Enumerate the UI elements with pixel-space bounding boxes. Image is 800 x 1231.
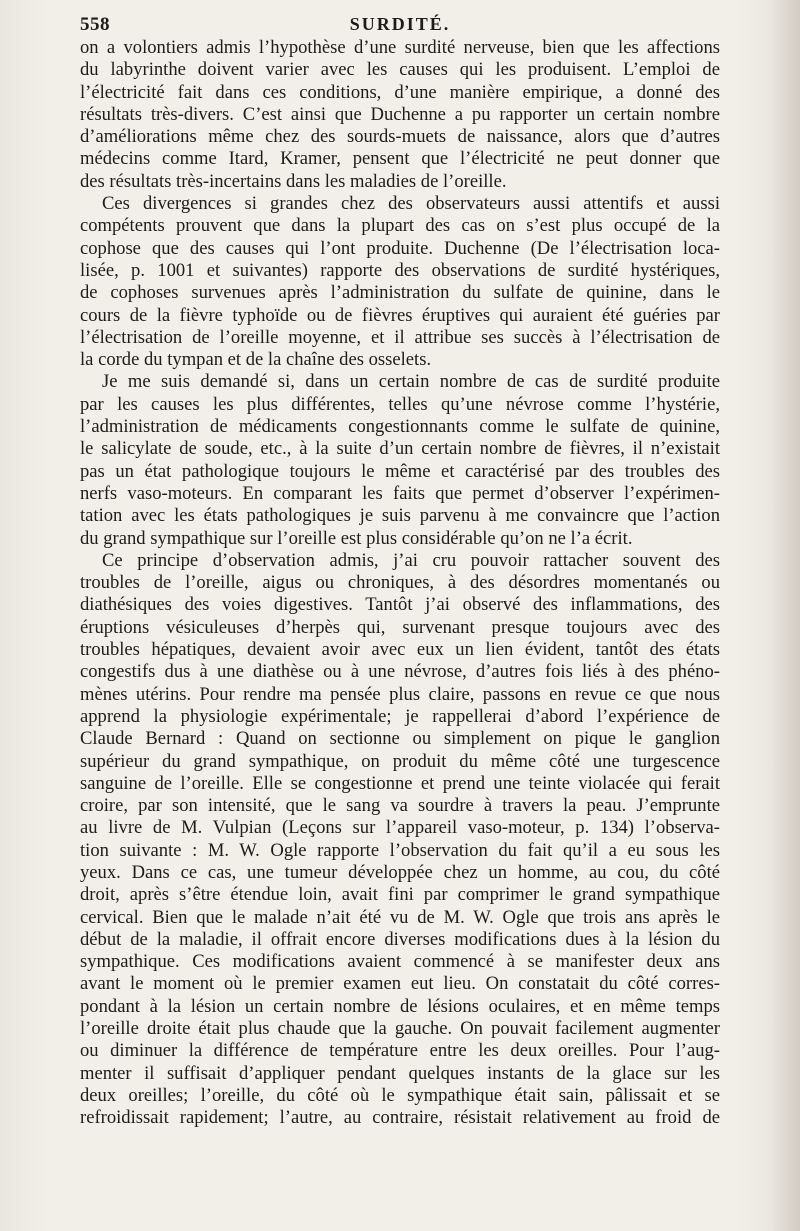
text-line: cophose que des causes qui l’ont produite. Duchenne (De l’électrisation loca- — [80, 237, 720, 259]
text-line: par les causes les plus différentes, telles qu’une névrose comme l’hystérie, — [80, 393, 720, 415]
text-line: d’améliorations même chez des sourds-muets de naissance, alors que d’autres — [80, 126, 720, 148]
text-line: compétents prouvent que dans la plupart des cas on s’est plus occupé de la — [80, 215, 720, 237]
text-line: deux oreilles; l’oreille, du côté où le sympathique était sain, pâlissait et se — [80, 1084, 720, 1106]
text-line: troubles de l’oreille, aigus ou chroniques, à des désordres momentanés ou — [80, 572, 720, 594]
text-line: Ces divergences si grandes chez des observateurs aussi attentifs et aussi — [102, 193, 720, 215]
text-line: pas un état pathologique toujours le même et caractérisé par des troubles des — [80, 460, 720, 482]
text-line: tion suivante : M. W. Ogle rapporte l’observation du fait qu’il a eu sous les — [80, 839, 720, 861]
text-line: cours de la fièvre typhoïde ou de fièvres éruptives qui auraient été guéries par — [80, 304, 720, 326]
text-line: diathésiques des voies digestives. Tantôt j’ai observé des inflammations, des — [80, 594, 720, 616]
text-line: sympathique. Ces modifications avaient commencé à se manifester deux ans — [80, 951, 720, 973]
text-line: résultats très-divers. C’est ainsi que Duchenne a pu rapporter un certain nombre — [80, 103, 720, 125]
text-line: tation avec les états pathologiques je suis parvenu à me convaincre que l’action — [80, 505, 720, 527]
text-line: lisée, p. 1001 et suivantes) rapporte des observations de surdité hystériques, — [80, 259, 720, 281]
text-line: Claude Bernard : Quand on sectionne ou simplement on pique le ganglion — [80, 728, 720, 750]
text-line: l’administration de médicaments congestionnants comme le sulfate de quinine, — [80, 416, 720, 438]
text-line: pondant à la lésion un certain nombre de lésions oculaires, et en même temps — [80, 995, 720, 1017]
text-line: au livre de M. Vulpian (Leçons sur l’appareil vaso-moteur, p. 134) l’observa- — [80, 817, 720, 839]
text-line: du grand sympathique sur l’oreille est plus considérable qu’on ne l’a écrit. — [80, 527, 633, 549]
text-line: de cophoses survenues après l’administration du sulfate de quinine, dans le — [80, 282, 720, 304]
text-line: des résultats très-incertains dans les maladies de l’oreille. — [80, 170, 507, 192]
text-line: refroidissait rapidement; l’autre, au contraire, résistait relativement au froid de — [80, 1107, 720, 1129]
page-number: 558 — [80, 14, 110, 35]
text-line: supérieur du grand sympathique, on produit du même côté une turgescence — [80, 750, 720, 772]
text-line: la corde du tympan et de la chaîne des osselets. — [80, 349, 432, 371]
text-line: Je me suis demandé si, dans un certain nombre de cas de surdité produite — [102, 371, 720, 393]
text-line: menter il suffisait d’appliquer pendant quelques instants de la glace sur les — [80, 1062, 720, 1084]
text-line: ou diminuer la différence de température entre les deux oreilles. Pour l’aug- — [80, 1040, 720, 1062]
text-line: médecins comme Itard, Kramer, pensent que l’électricité ne peut donner que — [80, 148, 720, 170]
page-gutter-shadow — [770, 0, 800, 1231]
text-line: apprend la physiologie expérimentale; je rappellerai d’abord l’expérience de — [80, 705, 720, 727]
body-text — [80, 37, 720, 1130]
text-line: droit, après s’être étendue loin, avait fini par comprimer le grand sympathique — [80, 884, 720, 906]
text-line: début de la maladie, il offrait encore diverses modifications dues à la lésion du — [80, 928, 720, 950]
text-line: yeux. Dans ce cas, une tumeur développée chez un homme, au cou, du côté — [80, 861, 720, 883]
text-line: troubles hépatiques, devaient avoir avec eux un lien évident, tantôt des états — [80, 639, 720, 661]
text-line: cervical. Bien que le malade n’ait été vu de M. W. Ogle que trois ans après le — [80, 906, 720, 928]
text-line: avant le moment où le premier examen eut lieu. On constatait du côté corres- — [80, 973, 720, 995]
text-line: l’électricité fait dans ces conditions, d’une manière empirique, a donné des — [80, 81, 720, 103]
text-line: nerfs vaso-moteurs. En comparant les faits que permet d’observer l’expérimen- — [80, 482, 720, 504]
page-header — [80, 10, 720, 40]
text-line: l’électrisation de l’oreille moyenne, et il attribue ses succès à l’électrisation de — [80, 326, 720, 348]
running-title: SURDITÉ. — [349, 14, 451, 34]
text-line: congestifs dus à une diathèse ou à une névrose, d’autres fois liés à des phéno- — [80, 661, 720, 683]
text-line: croire, par son intensité, que le sang va sourdre à travers la peau. J’emprunte — [80, 795, 720, 817]
text-line: du labyrinthe doivent varier avec les causes qui les produisent. L’emploi de — [80, 59, 720, 81]
text-line: Ce principe d’observation admis, j’ai cru pouvoir rattacher souvent des — [102, 549, 720, 571]
text-line: éruptions vésiculeuses d’herpès qui, survenant presque toujours avec des — [80, 616, 720, 638]
text-line: mènes utérins. Pour rendre ma pensée plus claire, passons en revue ce que nous — [80, 683, 720, 705]
text-line: sanguine de l’oreille. Elle se congestionne et prend une teinte violacée qui ferait — [80, 772, 720, 794]
text-line: l’oreille droite était plus chaude que la gauche. On pouvait facilement augmenter — [80, 1018, 720, 1040]
text-line: le salicylate de soude, etc., à la suite d’un certain nombre de fièvres, il n’existait — [80, 438, 720, 460]
text-line: on a volontiers admis l’hypothèse d’une surdité nerveuse, bien que les affections — [80, 37, 720, 58]
